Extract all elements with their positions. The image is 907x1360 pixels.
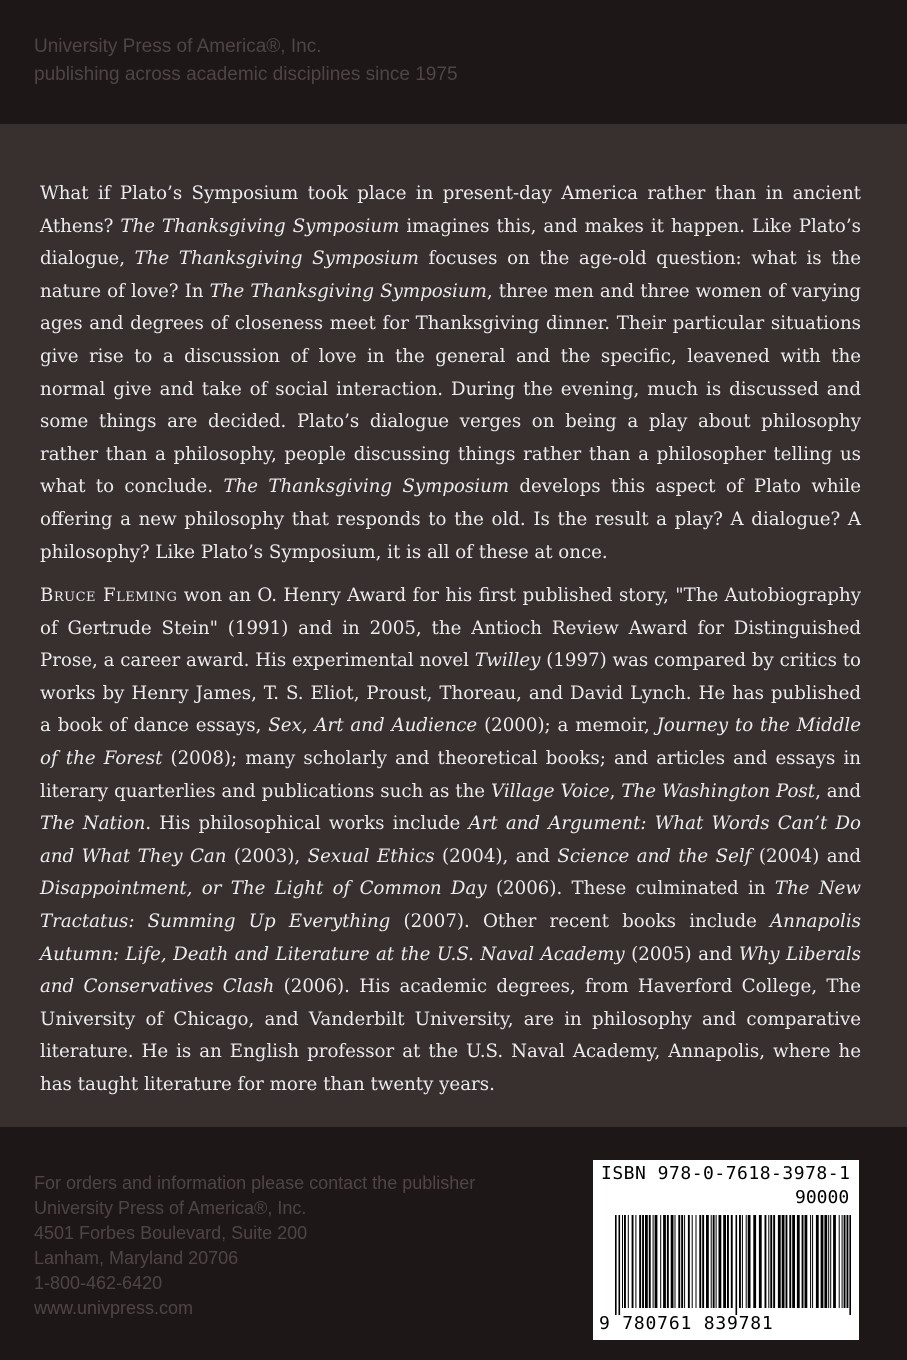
barcode-bar bbox=[622, 1215, 623, 1308]
description-segment: focuses on the age-old question: what is the nature of love? In bbox=[40, 248, 861, 302]
bio-segment: (2004), and bbox=[434, 845, 558, 867]
description-segment: , three men and three women of varying ages and degrees of closeness meet for Thanksgiving dinner. Their particular situations give rise to a discussion of love in the general and the specific, leavened with the normal give and take of social interaction. During the evening, much is discussed and some things are decided. Plato’s dialogue verges on being a play about philosophy rather than a philosophy, people discussing things rather than a philosopher telling us what to conclude. bbox=[40, 280, 861, 498]
description-segment: The Thanksgiving Symposium bbox=[209, 280, 487, 302]
bio-segment: Village Voice bbox=[491, 780, 610, 802]
barcode-bar bbox=[739, 1215, 741, 1308]
barcode-bar bbox=[653, 1215, 654, 1308]
bio-segment: Science and the Self bbox=[557, 845, 752, 867]
barcode-bar bbox=[663, 1215, 666, 1308]
barcode-bar bbox=[746, 1215, 747, 1308]
barcode-bar bbox=[642, 1215, 644, 1308]
barcode-bar bbox=[660, 1215, 661, 1308]
bio-segment: (1997) was compared by critics to works by Henry James, T. S. Eliot, Proust, Thoreau, and David Lynch. He has published a book of dance essays, bbox=[40, 650, 862, 737]
barcode-bar bbox=[624, 1215, 626, 1308]
barcode-bar bbox=[632, 1215, 634, 1308]
publisher-contact-band bbox=[0, 1127, 907, 1360]
bio-segment: (2008); many scholarly and theoretical books; and articles and essays in literary quarterlies and publications such as the bbox=[40, 747, 861, 802]
barcode-bar bbox=[681, 1215, 683, 1308]
barcode-bar bbox=[655, 1215, 658, 1308]
publisher-tagline: publishing across academic disciplines since 1975 bbox=[34, 64, 458, 85]
barcode-bar bbox=[713, 1215, 715, 1308]
contact-intro: For orders and information please contact the publisher bbox=[34, 1173, 476, 1193]
bio-segment: Art and Argument: What Words Can’t Do and What They Can bbox=[40, 813, 861, 867]
contact-address: 4501 Forbes Boulevard, Suite 200 bbox=[34, 1223, 308, 1243]
bio-segment: (2006). These culminated in bbox=[486, 878, 775, 900]
barcode-bar bbox=[742, 1215, 743, 1308]
barcode-bar bbox=[702, 1215, 704, 1308]
barcode-bar bbox=[727, 1215, 729, 1308]
bio-segment: , bbox=[609, 780, 622, 802]
barcode-bar bbox=[719, 1215, 722, 1308]
bio-segment: won an O. Henry Award for his first published story, "The Autobiography of Gertrude Stein" (1991) and in 2005, the Antioch Review Award for Distinguished Prose, a career award. His experimental novel bbox=[40, 585, 861, 672]
description-segment: imagines this, and makes it happen. Like Plato’s dialogue, bbox=[40, 215, 861, 270]
barcode-bar bbox=[778, 1215, 781, 1308]
description-segment: The Thanksgiving Symposium bbox=[223, 476, 510, 498]
barcode-bar bbox=[678, 1215, 680, 1308]
contact-website: www.univpress.com bbox=[34, 1298, 194, 1318]
bio-segment: (2006). His academic degrees, from Haverford College, The University of Chicago, and Vanderbilt University, are in philosophy and comparative literature. He is an English professor at the U.S. Naval Academy, Annapolis, where he has taught literature for more than twenty years. bbox=[40, 976, 861, 1095]
barcode-bar bbox=[844, 1215, 846, 1308]
publisher-name: University Press of America®, Inc. bbox=[34, 36, 322, 57]
barcode-bar bbox=[684, 1215, 685, 1308]
barcode-bar bbox=[723, 1215, 726, 1308]
barcode-bar bbox=[639, 1215, 641, 1308]
barcode-bar bbox=[619, 1215, 621, 1315]
barcode-bar bbox=[792, 1215, 795, 1308]
bio-segment: , and bbox=[815, 780, 861, 802]
barcode-bar bbox=[821, 1215, 824, 1308]
bio-segment: Disappointment, or The Light of Common Day bbox=[40, 878, 487, 900]
ean-digits: 9 780761 839781 bbox=[599, 1313, 774, 1334]
bio-segment: (2003), bbox=[226, 845, 308, 867]
bio-segment: Why Liberals and Conservatives Clash bbox=[40, 943, 862, 998]
barcode-bar bbox=[706, 1215, 709, 1308]
isbn-number: ISBN 978-0-7618-3978-1 bbox=[601, 1163, 851, 1184]
barcode-bar bbox=[675, 1215, 676, 1308]
barcode-bar bbox=[667, 1215, 669, 1308]
barcode-bar bbox=[731, 1215, 733, 1308]
barcode-bar bbox=[628, 1215, 629, 1308]
barcode-bar bbox=[615, 1215, 617, 1315]
barcode-bar bbox=[833, 1215, 836, 1308]
description-segment: The Thanksgiving Symposium bbox=[120, 215, 400, 237]
barcode-bar bbox=[696, 1215, 697, 1308]
barcode-bar bbox=[753, 1215, 756, 1308]
barcode-bar bbox=[699, 1215, 701, 1308]
barcode-bar bbox=[748, 1215, 751, 1308]
bio-segment: Bruce Fleming bbox=[40, 585, 178, 606]
barcode-bar bbox=[839, 1215, 840, 1308]
barcode-bar bbox=[847, 1215, 849, 1308]
barcode-bar bbox=[842, 1215, 843, 1308]
barcode-bar bbox=[830, 1215, 831, 1308]
barcode-bar bbox=[828, 1215, 829, 1308]
barcode-bar bbox=[782, 1215, 785, 1308]
barcode-bar bbox=[759, 1215, 762, 1308]
publisher-header-band bbox=[0, 0, 907, 124]
barcode-bar bbox=[810, 1215, 811, 1308]
contact-phone: 1-800-462-6420 bbox=[34, 1273, 163, 1293]
book-description bbox=[40, 178, 861, 569]
barcode-bar bbox=[849, 1215, 851, 1315]
barcode-bar bbox=[645, 1215, 648, 1308]
bio-segment: Journey to the Middle of the Forest bbox=[40, 715, 861, 769]
barcode-bar bbox=[635, 1215, 636, 1308]
barcode-bar bbox=[802, 1215, 804, 1308]
barcode-bar bbox=[789, 1215, 791, 1308]
bio-segment: (2007). Other recent books include bbox=[390, 910, 771, 932]
isbn-barcode bbox=[593, 1160, 859, 1340]
contact-city: Lanham, Maryland 20706 bbox=[34, 1248, 239, 1268]
barcode-bar bbox=[716, 1215, 717, 1308]
bio-segment: Twilley bbox=[474, 650, 541, 672]
barcode-bar bbox=[770, 1215, 772, 1308]
barcode-bar bbox=[711, 1215, 712, 1308]
barcode-bar bbox=[649, 1215, 651, 1308]
bio-segment: (2004) and bbox=[751, 845, 861, 867]
barcode-bar bbox=[692, 1215, 693, 1308]
barcode-bar bbox=[805, 1215, 808, 1308]
bio-segment: . His philosophical works include bbox=[145, 813, 469, 835]
barcode-bar bbox=[671, 1215, 674, 1308]
bio-segment: Sex, Art and Audience bbox=[268, 715, 478, 737]
contact-publisher: University Press of America®, Inc. bbox=[34, 1198, 307, 1218]
contact-info bbox=[34, 1171, 475, 1321]
barcode-bar bbox=[786, 1215, 788, 1308]
barcode-bar bbox=[812, 1215, 813, 1308]
description-segment: What if Plato’s Symposium took place in present-day America rather than in ancient Athens? bbox=[40, 183, 861, 237]
bio-segment: Sexual Ethics bbox=[307, 845, 435, 867]
description-segment: The Thanksgiving Symposium bbox=[134, 248, 419, 270]
bio-segment: The New Tractatus: Summing Up Everything bbox=[40, 878, 861, 932]
barcode-bar bbox=[797, 1215, 800, 1308]
description-segment: develops this aspect of Plato while offering a new philosophy that responds to the old. Is the result a play? A dialogue? A philosophy? Like Plato’s Symposium, it is all of these at once. bbox=[40, 476, 861, 563]
bio-segment: (2005) and bbox=[624, 943, 739, 965]
barcode-bar bbox=[765, 1215, 767, 1308]
barcode-bar bbox=[688, 1215, 690, 1308]
price-code: 90000 bbox=[795, 1187, 850, 1208]
barcode-bar bbox=[768, 1215, 769, 1308]
bio-segment: (2000); a memoir, bbox=[477, 715, 657, 737]
bio-segment: Annapolis Autumn: Life, Death and Literature at the U.S. Naval Academy bbox=[40, 910, 861, 965]
barcode-bar bbox=[773, 1215, 775, 1308]
barcode-bar bbox=[736, 1215, 738, 1315]
author-bio bbox=[40, 580, 861, 1102]
barcode-bar bbox=[824, 1215, 827, 1308]
bio-segment: The Nation bbox=[40, 813, 146, 835]
barcode-bar bbox=[816, 1215, 819, 1308]
bio-segment: The Washington Post bbox=[621, 780, 816, 802]
